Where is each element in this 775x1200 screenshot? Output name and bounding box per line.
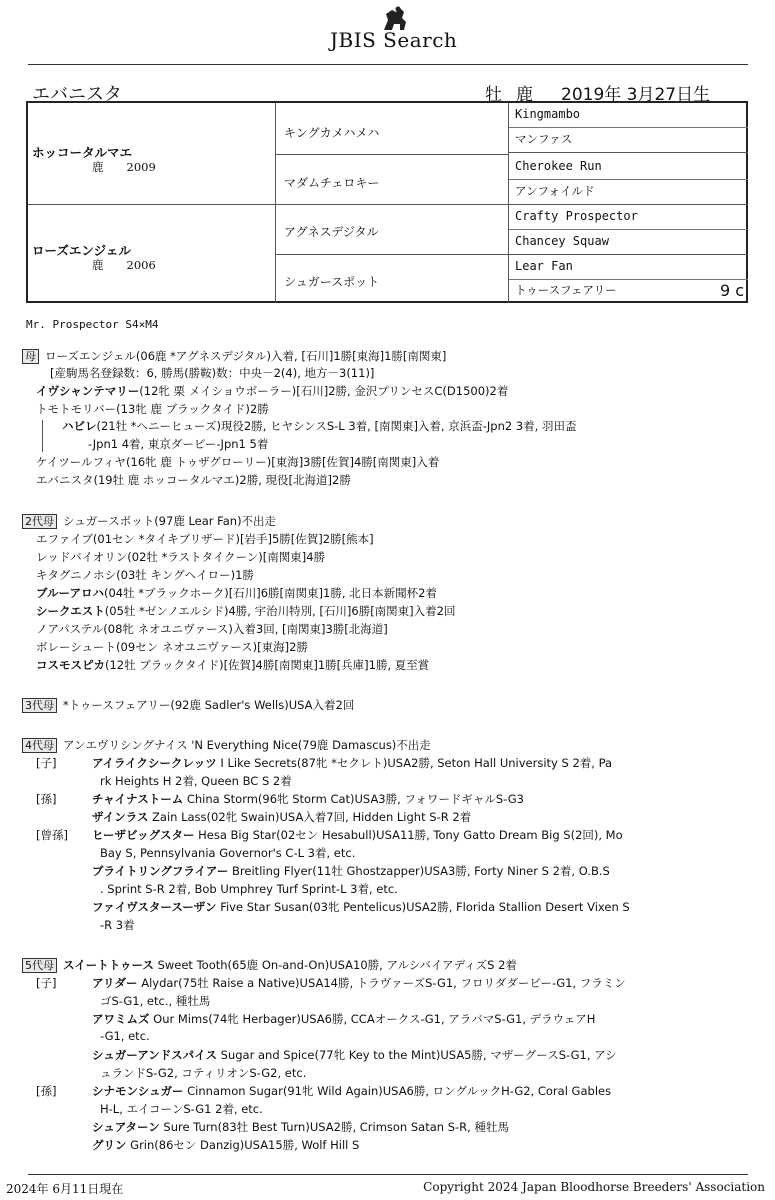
record-line [92,1137,359,1153]
record-line [100,917,135,933]
record-line [36,454,439,470]
horse-link[interactable]: グリン [92,1138,127,1152]
record-text: Cinnamon Sugar(91牝 Wild Again)USA6勝, ロングルックH-G2, Coral Gables [183,1084,612,1098]
record-text: Breitling Flyer(11牡 Ghostzapper)USA3勝, Forty Niner S 2着, O.B.S [228,864,610,878]
pedigree-g2-cell [276,255,509,303]
pedigree-g3-cell[interactable]: Lear Fan [509,255,748,280]
record-text: [子] [36,976,57,990]
pedigree-g3-cell[interactable]: Chancey Squaw [509,230,748,255]
footer-copyright: Copyright 2024 Japan Bloodhorse Breeders' Association [423,1180,765,1194]
generation-tag: 3代母 [22,698,57,713]
horse-link[interactable]: ヒーザビッグスター [92,828,195,842]
record-text: [孫] [36,792,57,806]
record-line [100,845,355,861]
record-text: -R 3着 [100,918,135,932]
record-line [50,365,374,381]
horse-link[interactable]: アリダー [92,976,138,990]
record-line [100,1065,306,1081]
record-line [36,472,351,488]
record-text: Grin(86セン Danzig)USA15勝, Wolf Hill S [126,1138,360,1152]
record-text: *トゥースフェアリー(92鹿 Sadler's Wells)USA入着2回 [63,698,355,712]
pedigree-sire-cell [28,103,276,205]
horse-link[interactable]: アワミムズ [92,1012,150,1026]
horse-link[interactable]: スイートトゥース [63,958,154,972]
record-text: (04牡 *ブラックホーク)[石川]6勝[南関東]1勝, 北日本新聞杯2着 [103,586,437,600]
record-line [36,383,508,399]
record-line [36,1083,56,1099]
record-text: [産駒馬名登録数：6, 勝馬(勝鞍)数：中央－2(4), 地方－3(11)] [50,366,375,380]
record-line [36,639,308,655]
horse-link[interactable]: イヴシャンテマリー [36,384,140,398]
record-line [36,975,56,991]
horse-link[interactable]: シナモンシュガー [92,1084,184,1098]
record-line [36,657,429,673]
bottom-rule [28,1174,748,1175]
record-line [100,881,398,897]
record-text: Hesa Big Star(02セン Hesabull)USA11勝, Tony Gatto Dream Big S(2回), Mo [194,828,623,842]
record-line [36,755,68,771]
record-text: [子] [36,756,68,770]
pedigree-dam-cell [28,205,276,303]
sire-detail: 鹿 2009 [92,160,156,174]
record-line [22,957,517,973]
record-text: (05牡 *ゼンノエルシド)4勝, 宇治川特別, [石川]6勝[南関東]入着2回 [104,604,456,618]
record-text: rk Heights H 2着, Queen BC S 2着 [100,774,292,788]
record-text: シュガースポット(97鹿 Lear Fan)不出走 [63,514,277,528]
horse-link[interactable]: ザインラス [92,810,149,824]
record-text: Five Star Susan(03牝 Pentelicus)USA2勝, Florida Stallion Desert Vixen S [216,900,630,914]
record-line [36,621,388,637]
horse-link[interactable]: アイライクシークレッツ [92,756,217,770]
record-text: [曾孫] [36,828,68,842]
record-line [88,436,268,452]
horse-color: 鹿 [516,85,533,105]
record-text: (12牡 ブラックタイド)[佐賀]4勝[南関東]1勝[兵庫]1勝, 夏至賞 [105,658,430,672]
record-line [22,348,446,364]
record-text: エファイブ(01セン *タイキブリザード)[岩手]5勝[佐賀]2勝[熊本] [36,532,374,546]
generation-tag: 母 [22,349,39,364]
pedigree-g2-cell [276,205,509,255]
record-line [36,603,456,619]
record-text: レッドバイオリン(02牡 *ラストタイクーン)[南関東]4勝 [36,550,326,564]
horse-link[interactable]: ブルーアロハ [36,586,104,600]
record-text: Alydar(75牡 Raise a Native)USA14勝, トラヴァーズS-G1, フロリダダービー-G1, フラミン [137,976,626,990]
record-text: トモトモリバー(13牝 鹿 ブラックタイド)2勝 [36,402,269,416]
record-line [92,1047,617,1063]
record-text: H-L, エイコーンS-G1 2着, etc. [100,1102,263,1116]
record-line [92,1083,611,1099]
record-text: ノアパステル(08牝 ネオユニヴァース)入着3回, [南関東]3勝[北海道] [36,622,388,636]
horse-link[interactable]: ファイヴスタースーザン [92,900,217,914]
tree-connector [42,420,43,452]
record-text: キタグニノホシ(03牡 キングヘイロー)1勝 [36,568,254,582]
generation-tag: 2代母 [22,514,57,529]
record-text: ボレーシュート(09セン ネオユニヴァース)[東海]2勝 [36,640,308,654]
pedigree-g2-name[interactable]: マダムチェロキー [284,176,380,190]
pedigree-g2-cell [276,155,509,205]
record-line [22,513,276,529]
record-text: Our Mims(74牝 Herbager)USA6勝, CCAオークス-G1, アラバマS-G1, デラウェアH [149,1012,596,1026]
pedigree-g3-cell[interactable]: Crafty Prospector [509,205,748,230]
generation-tag: 4代母 [22,738,57,753]
record-text: [孫] [36,1084,57,1098]
record-text: Sugar and Spice(77牝 Key to the Mint)USA5勝, マザーグースS-G1, アシ [217,1048,617,1062]
record-text: ュランドS-G2, コティリオンS-G2, etc. [100,1066,307,1080]
footer-date: 2024年 6月11日現在 [6,1182,124,1196]
horse-link[interactable]: コスモスピカ [36,658,105,672]
pedigree-g2-name[interactable]: シュガースポット [284,275,380,289]
record-text: . Sprint S-R 2着, Bob Umphrey Turf Sprint-L 3着, etc. [100,882,398,896]
record-text: (21牡 *ヘニーヒューズ)現役2勝, ヒヤシンスS-L 3着, [南関東]入着, 京浜盃-Jpn2 3着, 羽田盃 [96,419,577,433]
horse-link[interactable]: ハビレ [62,419,97,433]
record-line [92,1011,595,1027]
top-rule [28,64,748,65]
record-text: Sure Turn(83牡 Best Turn)USA2勝, Crimson Satan S-R, 種牡馬 [159,1120,509,1134]
record-line [62,418,576,434]
pedigree-g3-name[interactable]: トゥースフェアリー [515,283,617,297]
record-line [36,585,437,601]
inbreeding-note: Mr. Prospector S4×M4 [26,318,159,331]
horse-sex: 牡 [485,85,502,105]
record-text: アンエヴリシングナイス 'N Everything Nice(79鹿 Damascus)不出走 [63,738,431,752]
record-line [22,737,431,753]
dam-detail: 鹿 2006 [92,258,156,272]
record-line [36,401,269,417]
record-text: ローズエンジェル(06鹿 *アグネスデジタル)入着, [石川]1勝[東海]1勝[南関東] [45,349,447,363]
record-line [36,531,374,547]
record-text: ゴS-G1, etc., 種牡馬 [100,994,211,1008]
horse-link[interactable]: ブライトリングフライアー [92,864,229,878]
horse-link[interactable]: シュガーアンドスパイス [92,1048,218,1062]
record-line [92,809,471,825]
record-line [100,773,292,789]
horse-link[interactable]: シークエスト [36,604,105,618]
pedigree-g3-cell[interactable]: Cherokee Run [509,155,748,180]
record-line [100,1101,263,1117]
horse-link[interactable]: シュアターン [92,1120,160,1134]
record-text: China Storm(96牝 Storm Cat)USA3勝, フォワードギャルS-G3 [183,792,524,806]
record-line [92,755,612,771]
pedigree-g2-cell [276,103,509,155]
record-line [92,899,630,915]
generation-tag: 5代母 [22,958,57,973]
pedigree-table [26,101,748,303]
pedigree-g3-cell[interactable]: マンファス [509,128,748,153]
record-text: Sweet Tooth(65鹿 On-and-On)USA10勝, アルシバイアディズS 2着 [153,958,517,972]
record-text: エバニスタ(19牡 鹿 ホッコータルマエ)2勝, 現役[北海道]2勝 [36,473,351,487]
record-line [92,827,623,843]
jbis-logo[interactable] [330,6,460,54]
record-line [22,697,354,713]
record-line [36,791,56,807]
horse-name: エバニスタ [32,84,122,105]
record-line [100,993,210,1009]
record-line [36,567,254,583]
pedigree-g3-cell [509,279,748,304]
record-text: I Like Secrets(87牝 *セクレト)USA2勝, Seton Hall University S 2着, Pa [216,756,613,770]
record-line [36,827,68,843]
horse-birth: 2019年 3月27日生 [561,85,711,105]
pedigree-g2-name[interactable]: アグネスデジタル [284,225,379,239]
record-text: -G1, etc. [100,1029,150,1043]
horse-link[interactable]: チャイナストーム [92,792,184,806]
record-line [92,1119,509,1135]
record-text: Bay S, Pennsylvania Governor's C-L 3着, etc. [100,846,356,860]
pedigree-g3-cell[interactable]: アンフォイルド [509,180,748,205]
record-line [100,1029,150,1043]
record-line [92,791,524,807]
record-line [36,549,325,565]
logo-text: JBIS Search [330,28,458,52]
sire-name[interactable]: ホッコータルマエ [32,145,133,160]
record-text: -Jpn1 4着, 東京ダービー-Jpn1 5着 [88,437,269,451]
record-line [92,975,626,991]
family-number: 9 c [719,281,744,300]
record-text: Zain Lass(02牝 Swain)USA入着7回, Hidden Light S-R 2着 [148,810,472,824]
record-line [92,863,610,879]
pedigree-g3-cell[interactable]: Kingmambo [509,103,748,128]
dam-name[interactable]: ローズエンジェル [32,243,131,258]
record-text: ケイツールフィヤ(16牝 鹿 トゥザグローリー)[東海]3勝[佐賀]4勝[南関東]入着 [36,455,440,469]
pedigree-g2-name[interactable]: キングカメハメハ [284,126,380,140]
record-text: (12牝 栗 メイショウボーラー)[石川]2勝, 金沢プリンセスC(D1500)2着 [139,384,509,398]
